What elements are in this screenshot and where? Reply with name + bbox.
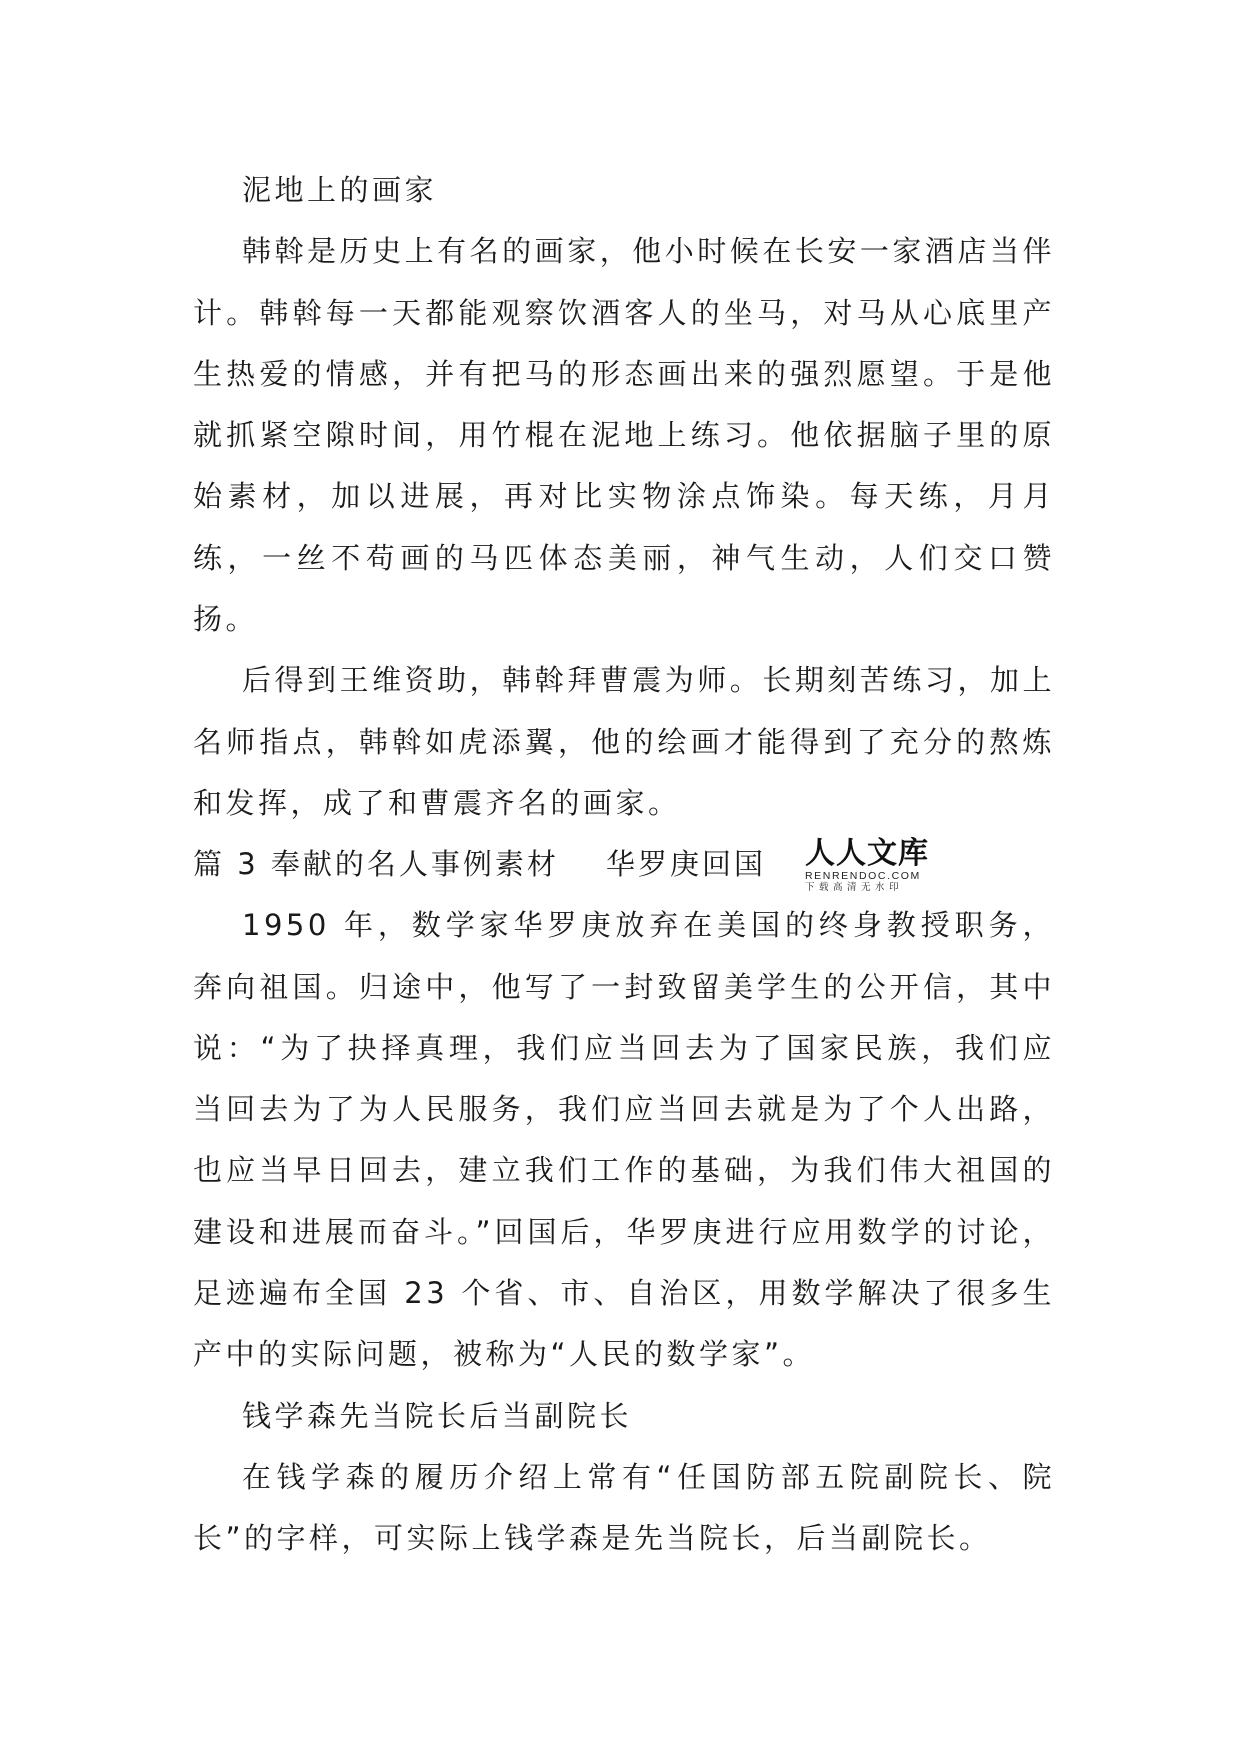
chapter-heading bbox=[193, 834, 1055, 895]
watermark-url: RENRENDOC.COM bbox=[805, 870, 921, 883]
chapter-subtitle: 华罗庚回国 bbox=[606, 847, 767, 882]
paragraph: 后得到王维资助，韩斡拜曹震为师。长期刻苦练习，加上名师指点，韩斡如虎添翼，他的绘画才能得到了充分的熬炼和发挥，成了和曹震齐名的画家。 bbox=[193, 663, 1055, 820]
paragraph: 韩斡是历史上有名的画家，他小时候在长安一家酒店当伴计。韩斡每一天都能观察饮酒客人的坐马，对马从心底里产生热爱的情感，并有把马的形态画出来的强烈愿望。于是他就抓紧空隙时间，用竹棍在泥地上练习。他依据脑子里的原始素材，加以进展，再对比实物涂点饰染。每天练，月月练，一丝不苟画的马匹体态美丽，神气生动，人们交口赞扬。 bbox=[193, 234, 1055, 637]
section-heading-qian: 钱学森先当院长后当副院长 bbox=[242, 1398, 633, 1433]
paragraph: 1950 年，数学家华罗庚放弃在美国的终身教授职务，奔向祖国。归途中，他写了一封致留美学生的公开信，其中说：“为了抉择真理，我们应当回去为了国家民族，我们应当回去为了为人民服务，我们应当回去就是为了个人出路，也应当早日回去，建立我们工作的基础，为我们伟大祖国的建设和进展而奋斗。”回国后，华罗庚进行应用数学的讨论，足迹遍布全国 23 个省、市、自治区，用数学解决了很多生产中的实际问题，被称为“人民的数学家”。 bbox=[193, 908, 1055, 1372]
section-heading-painter: 泥地上的画家 bbox=[242, 173, 438, 207]
watermark-tagline: 下载高清无水印 bbox=[805, 882, 904, 894]
chapter-title: 篇 3 奉献的名人事例素材 bbox=[193, 847, 559, 882]
document-page bbox=[193, 160, 1055, 1570]
watermark-brand: 人人文库 bbox=[805, 836, 929, 872]
paragraph: 在钱学森的履历介绍上常有“任国防部五院副院长、院长”的字样，可实际上钱学森是先当院长，后当副院长。 bbox=[193, 1459, 1055, 1556]
watermark-logo bbox=[805, 838, 935, 896]
